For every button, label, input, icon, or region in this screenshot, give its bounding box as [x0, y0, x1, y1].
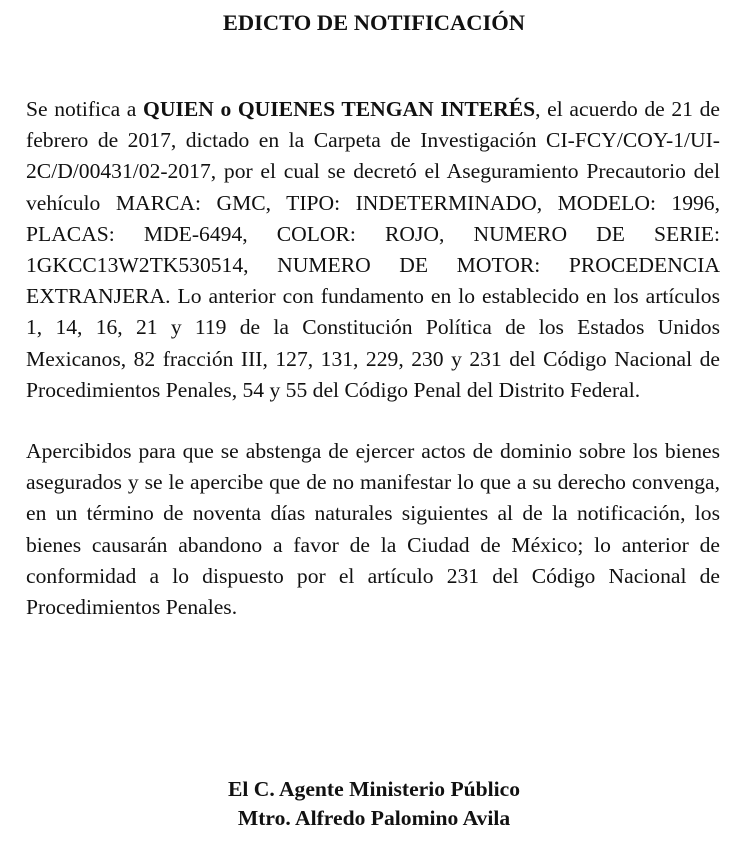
recipient-name: QUIEN o QUIENES TENGAN INTERÉS	[143, 97, 536, 121]
signature-block	[0, 775, 748, 833]
paragraph-text: , el acuerdo de 21 de febrero de 2017, dictado en la Carpeta de Investigación CI-FCY/COY-1/UI-2C/D/00431/02-2017, por el cual se decretó el Aseguramiento Precautorio del vehículo MARCA: GMC, TIPO: INDETERMINADO, MODELO: 1996, PLACAS: MDE-6494, COLOR: ROJO, NUMERO DE SERIE: 1GKCC13W2TK530514, NUMERO DE MOTOR: PROCEDENCIA EXTRANJERA. Lo anterior con fundamento en lo establecido en los artículos 1, 14, 16, 21 y 119 de la Constitución Política de los Estados Unidos Mexicanos, 82 fracción III, 127, 131, 229, 230 y 231 del Código Nacional de Procedimientos Penales, 54 y 55 del Código Penal del Distrito Federal.	[26, 97, 720, 402]
signature-role: El C. Agente Ministerio Público	[227, 777, 521, 801]
signature-name: Mtro. Alfredo Palomino Avila	[237, 806, 511, 830]
document-body	[26, 94, 720, 623]
paragraph-lead: Se notifica a	[26, 97, 144, 121]
notification-paragraph	[26, 94, 720, 406]
document-title: EDICTO DE NOTIFICACIÓN	[222, 10, 526, 35]
warning-paragraph: Apercibidos para que se abstenga de ejercer actos de dominio sobre los bienes asegurados y se le apercibe que de no manifestar lo que a su derecho convenga, en un término de noventa días naturales siguientes al de la notificación, los bienes causarán abandono a favor de la Ciudad de México; lo anterior de conformidad a lo dispuesto por el artículo 231 del Código Nacional de Procedimientos Penales.	[26, 439, 720, 620]
